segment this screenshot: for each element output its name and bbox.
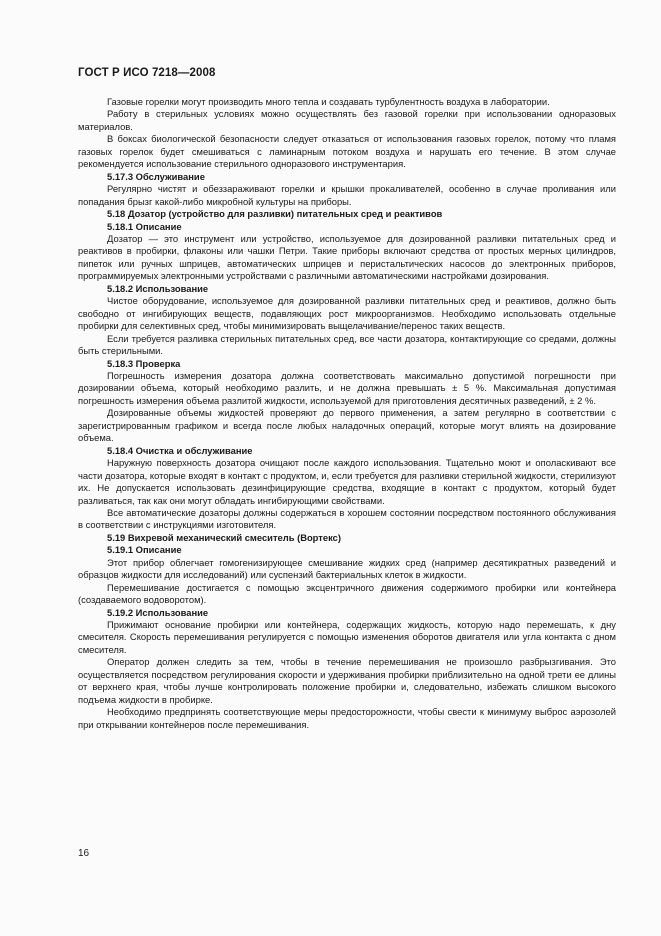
- section-heading: 5.19.2 Использование: [107, 606, 209, 618]
- page-content: [78, 96, 616, 731]
- section-heading: 5.18 Дозатор (устройство для разливки) питательных сред и реактивов: [107, 208, 443, 220]
- paragraph: Оператор должен следить за тем, чтобы в течение перемешивания не произошло разбрызгивания. Это осуществляется посредством регулирования скорости и удерживания пробирки приблизительно на одной трети ее длины от верхнего края, чтобы лучше контролировать положение пробирки и, следовательно, избежать слишком высокого подъема жидкости в пробирке.: [78, 656, 616, 705]
- paragraph: Дозированные объемы жидкостей проверяют до первого применения, а затем регулярно в соответствии с зарегистрированным графиком и всегда после любых наладочных операций, которые могут влиять на дозирование объема.: [78, 407, 616, 444]
- section-heading: 5.19.1 Описание: [107, 544, 182, 556]
- page-number: 16: [78, 848, 90, 859]
- paragraph: Если требуется разливка стерильных питательных сред, все части дозатора, контактирующие со средами, должны быть стерильными.: [78, 332, 616, 357]
- paragraph: Этот прибор облегчает гомогенизирующее смешивание жидких сред (например десятикратных разведений и образцов жидкости для исследований) или суспензий бактериальных клеток в жидкости.: [78, 556, 616, 581]
- paragraph: Чистое оборудование, используемое для дозированной разливки питательных сред и реактивов, должно быть свободно от ингибирующих веществ, подавляющих рост микроорганизмов. Необходимо использовать отдельные пробирки для селективных сред, чтобы минимизировать выщелачивание/перенос таких веществ.: [78, 295, 616, 332]
- section-heading: 5.17.3 Обслуживание: [107, 170, 205, 182]
- paragraph: Необходимо предпринять соответствующие меры предосторожности, чтобы свести к минимуму выброс аэрозолей при открывании контейнеров после перемешивания.: [78, 706, 616, 730]
- paragraph: Дозатор — это инструмент или устройство, используемое для дозированной разливки питательных сред и реактивов в пробирки, флаконы или чашки Петри. Такие приборы включают средства от простых мерных цилиндров, пипеток или ручных шприцев, автоматических шприцев и перистальтических насосов до электронных приборов, программируемых электронными устройствами с различными автоматическими настройками дозирования.: [78, 232, 616, 282]
- section-heading: 5.19 Вихревой механический смеситель (Вортекс): [107, 531, 341, 543]
- paragraph: Наружную поверхность дозатора очищают после каждого использования. Тщательно моют и ополаскивают все части дозатора, которые входят в контакт с продуктом, и, если требуется для разливки стерильной жидкости, стерилизуют их. Не допускается использовать дезинфицирующие средства, входящие в контакт с продуктом, который будет разливаться, так как они могут обладать ингибирующими свойствами.: [78, 457, 616, 506]
- section-heading: 5.18.1 Описание: [107, 220, 182, 232]
- paragraph: Прижимают основание пробирки или контейнера, содержащих жидкость, которую надо перемешать, к дну смесителя. Скорость перемешивания регулируется с помощью изменения оборотов двигателя или угла контакта с дном смесителя.: [78, 619, 616, 655]
- paragraph: Работу в стерильных условиях можно осуществлять без газовой горелки при использовании одноразовых материалов.: [78, 108, 616, 132]
- page-header-title: ГОСТ Р ИСО 7218—2008: [78, 67, 216, 79]
- section-heading: 5.18.4 Очистка и обслуживание: [107, 444, 253, 456]
- section-heading: 5.18.2 Использование: [107, 282, 209, 294]
- paragraph: Все автоматические дозаторы должны содержаться в хорошем состоянии посредством постоянного обслуживания в соответствии с инструкциями изготовителя.: [78, 506, 616, 531]
- paragraph: Регулярно чистят и обеззараживают горелки и крышки прокаливателей, особенно в случае проливания или попадания брызг какой-либо микробной культуры на приборы.: [78, 183, 616, 207]
- section-heading: 5.18.3 Проверка: [107, 357, 181, 369]
- paragraph: Погрешность измерения дозатора должна соответствовать максимально допустимой погрешности при дозировании объема, который необходимо разлить, и не должна превышать ± 5 %. Максимальная допустимая погрешность измерения объема разлитой жидкости, используемой для приготовления десятичных разведений, ± 2 %.: [78, 369, 616, 406]
- paragraph: Газовые горелки могут производить много тепла и создавать турбулентность воздуха в лаборатории.: [107, 96, 550, 107]
- paragraph: Перемешивание достигается с помощью эксцентричного движения содержимого пробирки или контейнера (создаваемого водоворотом).: [78, 581, 616, 606]
- paragraph: В боксах биологической безопасности следует отказаться от использования газовых горелок, потому что пламя газовых горелок будет смешиваться с ламинарным потоком воздуха и нарушать его течение. В этом случае рекомендуется использование стерильного одноразового инструментария.: [78, 133, 616, 170]
